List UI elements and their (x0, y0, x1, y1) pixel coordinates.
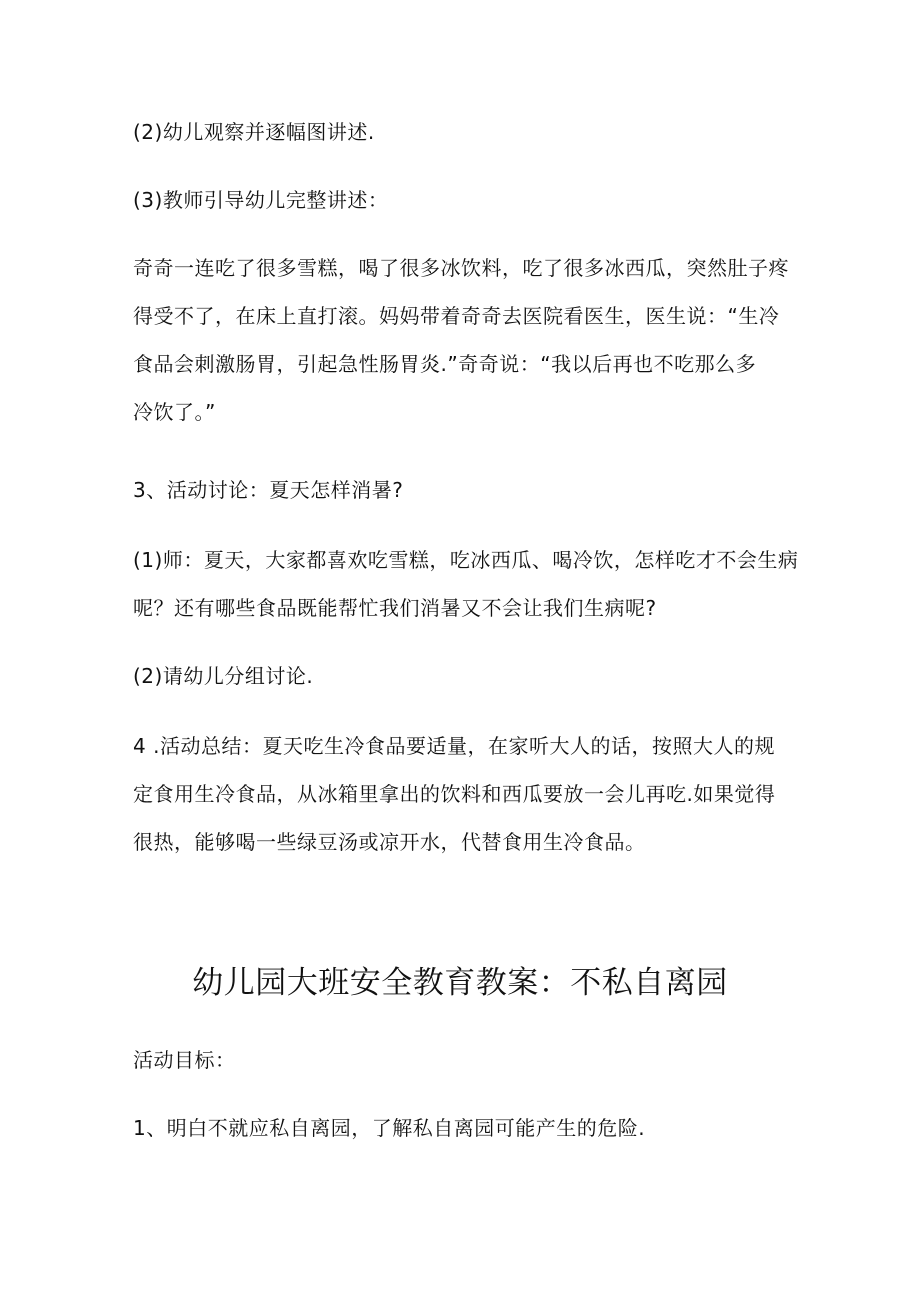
text-line: 很热，能够喝一些绿豆汤或凉开水，代替食用生冷食品。 (133, 830, 646, 854)
text-line: 1、明白不就应私自离园，了解私自离园可能产生的危险. (133, 1116, 646, 1140)
heading-activity-goals (133, 1036, 793, 1084)
text-line: (1)师：夏天，大家都喜欢吃雪糕，吃冰西瓜、喝冷饮，怎样吃才不会生病 (133, 548, 799, 572)
paragraph-teacher-guide (133, 176, 793, 224)
paragraph-observe (133, 108, 793, 156)
text-line: 4 .活动总结：夏天吃生冷食品要适量，在家听大人的话，按照大人的规 (133, 734, 775, 758)
text-line: 定食用生冷食品，从冰箱里拿出的饮料和西瓜要放一会儿再吃.如果觉得 (133, 782, 776, 806)
text-line: 冷饮了。” (133, 400, 216, 424)
text-line: 呢？还有哪些食品既能帮忙我们消暑又不会让我们生病呢? (133, 596, 657, 620)
paragraph-teacher-question (133, 536, 799, 632)
text-line: (2)请幼儿分组讨论. (133, 664, 314, 688)
text-line: 活动目标： (133, 1048, 236, 1072)
text-line: 食品会刺激肠胃，引起急性肠胃炎.”奇奇说：“我以后再也不吃那么多 (133, 352, 757, 376)
text-line: 3、活动讨论：夏天怎样消暑? (133, 478, 404, 502)
text-line: 奇奇一连吃了很多雪糕，喝了很多冰饮料，吃了很多冰西瓜，突然肚子疼 (133, 256, 789, 280)
lesson-title: 幼儿园大班安全教育教案：不私自离园 (192, 965, 728, 1001)
heading-discussion (133, 466, 793, 514)
paragraph-goal-1 (133, 1104, 793, 1152)
text-line: (3)教师引导幼儿完整讲述： (133, 188, 389, 212)
text-line: (2)幼儿观察并逐幅图讲述. (133, 120, 375, 144)
paragraph-summary (133, 722, 793, 866)
text-line: 得受不了，在床上直打滚。妈妈带着奇奇去医院看医生，医生说：“生冷 (133, 304, 780, 328)
paragraph-group-discussion (133, 652, 793, 700)
paragraph-story (133, 244, 793, 436)
